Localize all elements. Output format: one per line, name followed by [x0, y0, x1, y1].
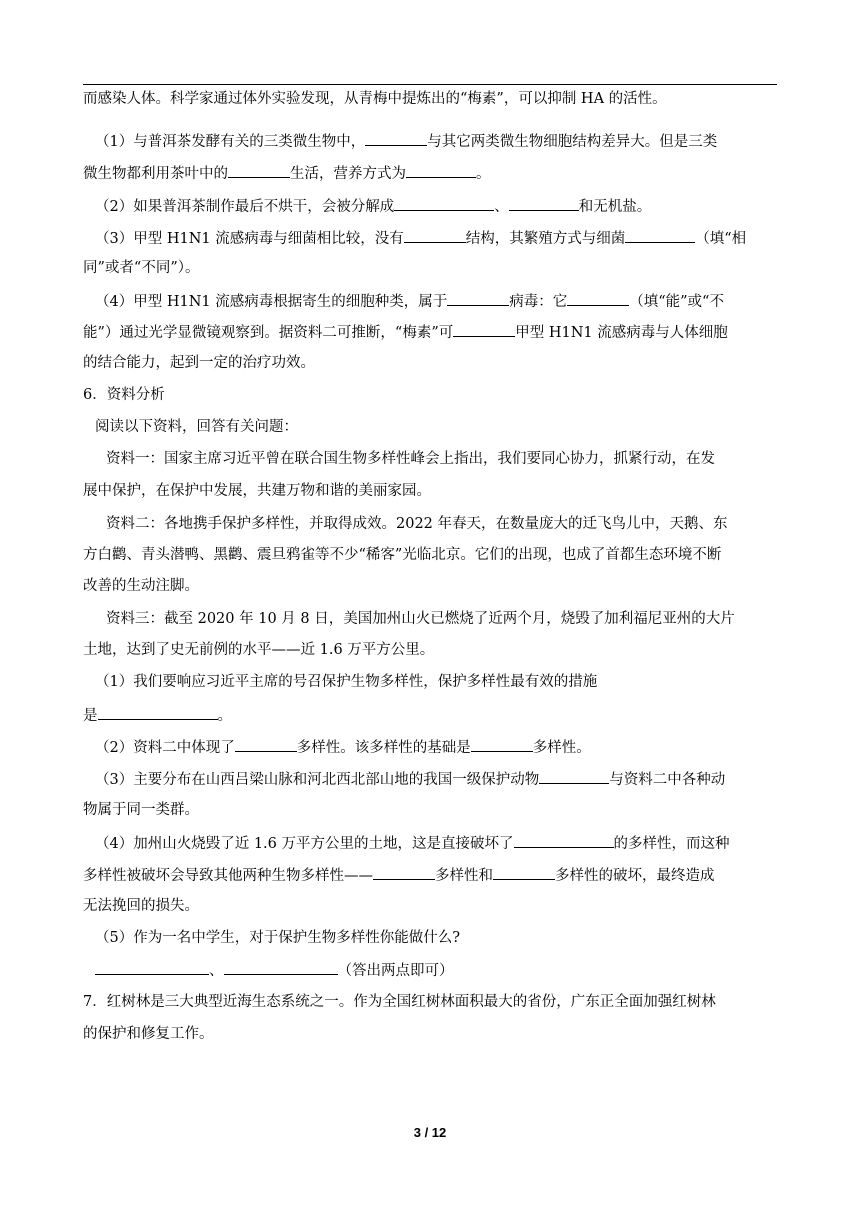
text-line	[95, 736, 591, 756]
text-line	[95, 928, 460, 948]
text-line	[106, 514, 728, 534]
answer-blank[interactable]	[373, 864, 435, 880]
text-segment: （1）我们要响应习近平主席的号召保护生物多样性，保护多样性最有效的措施	[95, 674, 598, 690]
answer-blank[interactable]	[365, 130, 427, 146]
text-segment: 阅读以下资料，回答有关问题：	[95, 419, 298, 435]
answer-blank[interactable]	[453, 321, 515, 337]
text-segment: 微生物都利用茶叶中的	[83, 166, 228, 182]
text-segment: 与资料二中各种动	[609, 772, 726, 788]
text-line	[106, 609, 735, 629]
text-segment: 资料三：截至 2020 年 10 月 8 日，美国加州山火已燃烧了近两个月，烧毁了加利福尼亚州的大片	[106, 611, 735, 627]
answer-blank[interactable]	[447, 290, 509, 306]
text-segment: 多样性。	[532, 740, 591, 756]
text-line	[95, 959, 454, 979]
text-line	[83, 89, 667, 109]
text-segment: 物属于同一类群。	[83, 802, 199, 818]
text-segment: 资料一：国家主席习近平曾在联合国生物多样性峰会上指出，我们要同心协力，抓紧行动，在发	[106, 451, 715, 467]
answer-blank[interactable]	[404, 227, 466, 243]
text-line	[83, 162, 491, 182]
text-line	[83, 864, 715, 884]
text-segment: 改善的生动注脚。	[83, 578, 199, 594]
text-segment: 的多样性，而这种	[613, 836, 730, 852]
text-line	[83, 481, 431, 501]
answer-blank[interactable]	[567, 290, 629, 306]
text-segment: 多样性的破坏，最终造成	[555, 868, 715, 884]
answer-blank[interactable]	[493, 864, 555, 880]
answer-blank[interactable]	[95, 959, 209, 975]
text-segment: 7．红树林是三大典型近海生态系统之一。作为全国红树林面积最大的省份，广东正全面加强红树林	[83, 994, 716, 1010]
text-line	[106, 449, 715, 469]
answer-blank[interactable]	[471, 736, 533, 752]
text-segment: 无法挽回的损失。	[83, 898, 199, 914]
text-segment: 资料二：各地携手保护多样性，并取得成效。2022 年春天，在数量庞大的迁飞鸟儿中，天鹅、东	[106, 516, 728, 532]
text-line	[83, 258, 200, 278]
text-line	[95, 672, 597, 692]
text-segment: 的结合能力，起到一定的治疗功效。	[83, 355, 315, 371]
text-segment: 与其它两类微生物细胞结构差异大。但是三类	[427, 134, 718, 150]
text-segment: （填“能”或“不	[629, 294, 724, 310]
text-line	[95, 768, 725, 788]
answer-blank[interactable]	[235, 736, 297, 752]
text-segment: 和无机盐。	[578, 199, 652, 215]
text-segment: 6．资料分析	[83, 387, 165, 403]
text-segment: 甲型 H1N1 流感病毒与人体细胞	[515, 325, 728, 341]
text-segment: 病毒：它	[509, 294, 568, 310]
text-segment: （4）加州山火烧毁了近 1.6 万平方公里的土地，这是直接破坏了	[95, 836, 514, 852]
answer-blank[interactable]	[224, 959, 338, 975]
text-segment: （填“相	[695, 231, 747, 247]
text-line	[83, 800, 199, 820]
text-line	[83, 992, 716, 1012]
answer-blank[interactable]	[228, 162, 290, 178]
text-segment: 方白鹳、青头潜鸭、黑鹳、震旦鸦雀等不少“稀客”光临北京。它们的出现，也成了首都生态环境不断	[83, 547, 722, 563]
text-segment: （5）作为一名中学生，对于保护生物多样性你能做什么?	[95, 930, 460, 946]
text-line	[95, 130, 717, 150]
text-line	[83, 385, 165, 405]
text-segment: 是	[83, 708, 98, 724]
text-line	[95, 417, 298, 437]
text-segment: 能”）通过光学显微镜观察到。据资料二可推断，“梅素”可	[83, 325, 454, 341]
answer-blank[interactable]	[514, 832, 614, 848]
text-line	[95, 290, 724, 310]
text-segment: （2）如果普洱茶制作最后不烘干，会被分解成	[95, 199, 395, 215]
page-number: 3 / 12	[413, 1125, 447, 1140]
text-segment: 结构，其繁殖方式与细菌	[465, 231, 626, 247]
answer-blank[interactable]	[98, 704, 218, 720]
text-line	[83, 1024, 214, 1044]
text-line	[83, 576, 199, 596]
text-segment: （4）甲型 H1N1 流感病毒根据寄生的细胞种类，属于	[95, 294, 448, 310]
text-line	[83, 704, 232, 724]
text-segment: 的保护和修复工作。	[83, 1026, 214, 1042]
text-line	[95, 195, 651, 215]
text-line	[83, 353, 315, 373]
text-segment: 多样性。该多样性的基础是	[296, 740, 471, 756]
text-segment: （3）甲型 H1N1 流感病毒与细菌相比较，没有	[95, 231, 404, 247]
text-line	[83, 640, 434, 660]
text-line	[83, 321, 728, 341]
text-segment: （答出两点即可）	[337, 963, 454, 979]
text-segment: 展中保护，在保护中发展，共建万物和谐的美丽家园。	[83, 483, 431, 499]
text-segment: 多样性被破坏会导致其他两种生物多样性——	[83, 868, 373, 884]
text-segment: （1）与普洱茶发酵有关的三类微生物中，	[95, 134, 366, 150]
answer-blank[interactable]	[509, 195, 579, 211]
answer-blank[interactable]	[539, 768, 609, 784]
header-rule	[83, 84, 777, 85]
text-line	[83, 545, 721, 565]
text-segment: 。	[476, 166, 491, 182]
text-segment: 。	[217, 708, 232, 724]
text-segment: 、	[494, 199, 509, 215]
text-segment: （3）主要分布在山西吕梁山脉和河北西北部山地的我国一级保护动物	[95, 772, 540, 788]
text-line	[83, 896, 199, 916]
text-segment: 多样性和	[435, 868, 493, 884]
text-segment: 、	[209, 963, 224, 979]
answer-blank[interactable]	[406, 162, 476, 178]
text-segment: 而感染人体。科学家通过体外实验发现，从青梅中提炼出的“梅素”，可以抑制 HA 的活性。	[83, 91, 667, 107]
answer-blank[interactable]	[625, 227, 695, 243]
text-segment: 生活，营养方式为	[290, 166, 406, 182]
text-segment: 同”或者“不同”）。	[83, 260, 200, 276]
text-line	[95, 227, 746, 247]
text-segment: 土地，达到了史无前例的水平——近 1.6 万平方公里。	[83, 642, 435, 658]
text-segment: （2）资料二中体现了	[95, 740, 235, 756]
answer-blank[interactable]	[394, 195, 494, 211]
text-line	[95, 832, 730, 852]
